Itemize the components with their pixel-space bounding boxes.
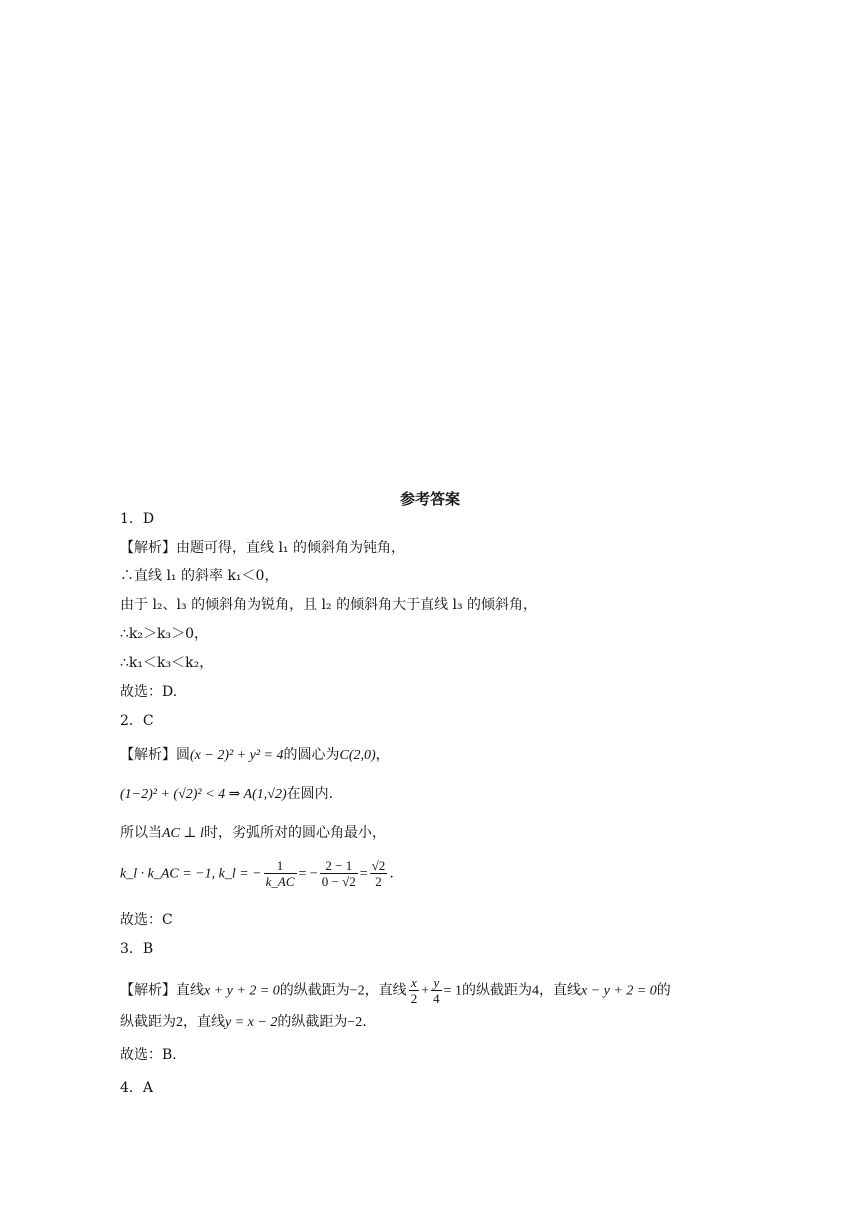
- inequality-expression: (1−2)² + (√2)² < 4 ⇒ A(1,√2): [120, 787, 287, 802]
- q3-line2: 纵截距为2，直线y = x − 2的纵截距为−2.: [120, 1014, 367, 1030]
- fraction: $\frac{x}{2}$: [410, 975, 418, 1006]
- q3-line3: 故选：B.: [120, 1047, 177, 1063]
- q1-line2: ∴直线 l₁ 的斜率 k₁＜0，: [120, 568, 279, 584]
- section-title: 参考答案: [399, 490, 460, 508]
- q1-line1: 【解析】由题可得，直线 l₁ 的倾斜角为钝角，: [120, 540, 405, 556]
- fraction: $\frac{y}{4}$: [433, 975, 440, 1006]
- q1-line6: 故选：D.: [120, 684, 178, 700]
- q2-line1: 【解析】圆(x − 2)² + y² = 4的圆心为C(2,0)，: [120, 747, 390, 763]
- q2-line3: 所以当AC ⊥ l时，劣弧所对的圆心角最小，: [120, 825, 386, 841]
- q2-line2: (1−2)² + (√2)² < 4 ⇒ A(1,√2)在圆内.: [120, 786, 334, 802]
- q1-line5: ∴k₁＜k₃＜k₂，: [120, 655, 214, 671]
- fraction: $\frac{1}{k\_AC}$: [265, 858, 295, 889]
- q1-line3: 由于 l₂、l₃ 的倾斜角为锐角，且 l₂ 的倾斜角大于直线 l₃ 的倾斜角，: [120, 597, 538, 613]
- circle-center: C(2,0): [339, 748, 376, 763]
- q2-answer: 2．C: [120, 713, 154, 729]
- q1-line4: ∴k₂＞k₃＞0，: [120, 626, 209, 642]
- q2-line4: k_l · k_AC = −1, k_l = − $\frac{1}{k\_AC}$ = − $\frac{2 - 1}{0 - √2}$ = $\frac{√2}{2}$ .: [120, 858, 394, 889]
- q1-answer: 1．D: [120, 511, 155, 527]
- fraction: $\frac{2 - 1}{0 - √2}$: [321, 858, 356, 889]
- q3-answer: 3．B: [120, 941, 154, 957]
- circle-equation: (x − 2)² + y² = 4: [190, 748, 284, 763]
- q2-line5: 故选：C: [120, 912, 173, 928]
- q4-answer: 4．A: [120, 1080, 154, 1096]
- q3-line1: 【解析】直线x + y + 2 = 0的纵截距为−2，直线 $\frac{x}{2}$ + $\frac{y}{4}$ = 1的纵截距为4，直线x − y + 2 = 0的: [120, 975, 671, 1006]
- fraction: $\frac{√2}{2}$: [371, 858, 386, 889]
